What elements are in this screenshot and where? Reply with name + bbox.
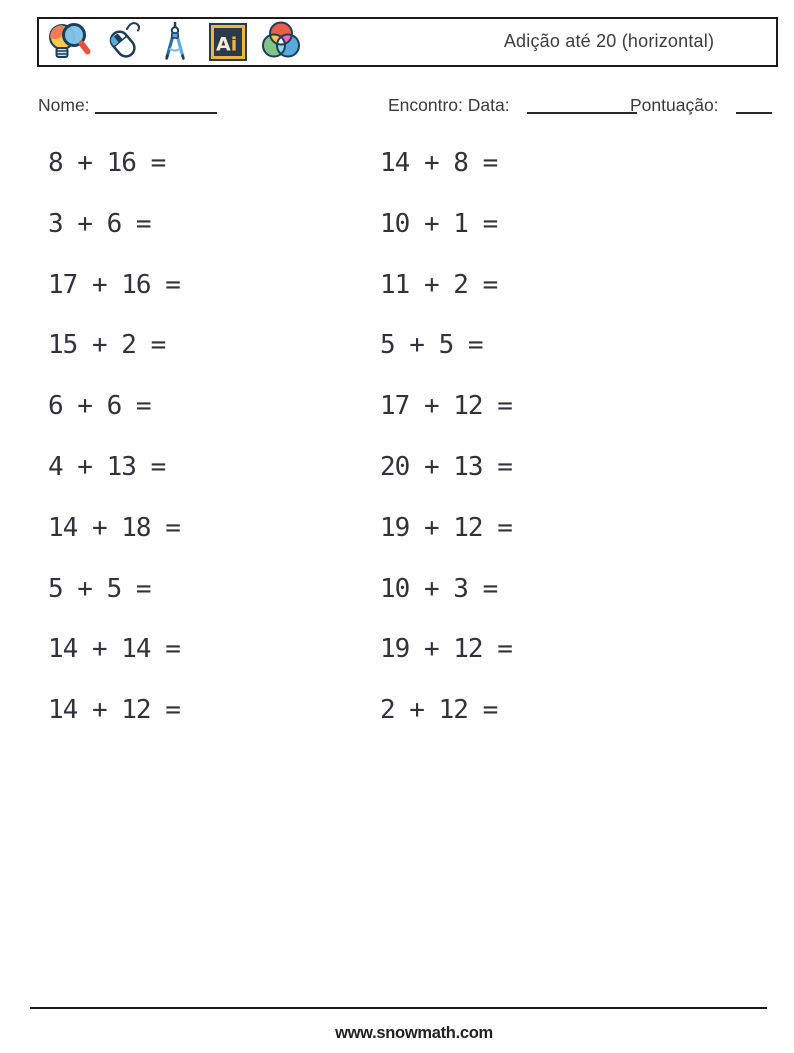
problem-r9: 19 + 12 = [380,634,512,664]
lightbulb-magnifier-icon [47,20,91,64]
date-blank-line [527,96,637,114]
problem-r7: 19 + 12 = [380,513,512,543]
header [37,17,778,67]
problem-l5: 6 + 6 = [48,391,151,421]
problem-l3: 17 + 16 = [48,270,180,300]
svg-text:Ai: Ai [216,33,238,56]
header-icon-strip [39,20,303,64]
name-label: Nome: [38,95,90,115]
problem-r1: 14 + 8 = [380,148,498,178]
problem-r10: 2 + 12 = [380,695,498,725]
problem-l1: 8 + 16 = [48,148,166,178]
meeting-date-label: Encontro: Data: [388,95,510,115]
mouse-icon [100,20,144,64]
ai-logo-icon [206,20,250,64]
problem-l9: 14 + 14 = [48,634,180,664]
footer-divider [30,1007,767,1009]
problem-r8: 10 + 3 = [380,574,498,604]
problem-r5: 17 + 12 = [380,391,512,421]
name-blank-line [95,96,217,114]
problem-l7: 14 + 18 = [48,513,180,543]
problem-l4: 15 + 2 = [48,330,166,360]
problem-l8: 5 + 5 = [48,574,151,604]
score-blank-line [736,96,772,114]
problem-r6: 20 + 13 = [380,452,512,482]
color-wheel-icon [259,20,303,64]
problem-l2: 3 + 6 = [48,209,151,239]
page-title: Adição até 20 (horizontal) [503,31,715,51]
score-label: Pontuação: [630,95,719,115]
problem-r2: 10 + 1 = [380,209,498,239]
problem-l6: 4 + 13 = [48,452,166,482]
problem-l10: 14 + 12 = [48,695,180,725]
compass-icon [153,20,197,64]
footer-website: www.snowmath.com [335,1024,493,1042]
problem-r3: 11 + 2 = [380,270,498,300]
problem-r4: 5 + 5 = [380,330,483,360]
